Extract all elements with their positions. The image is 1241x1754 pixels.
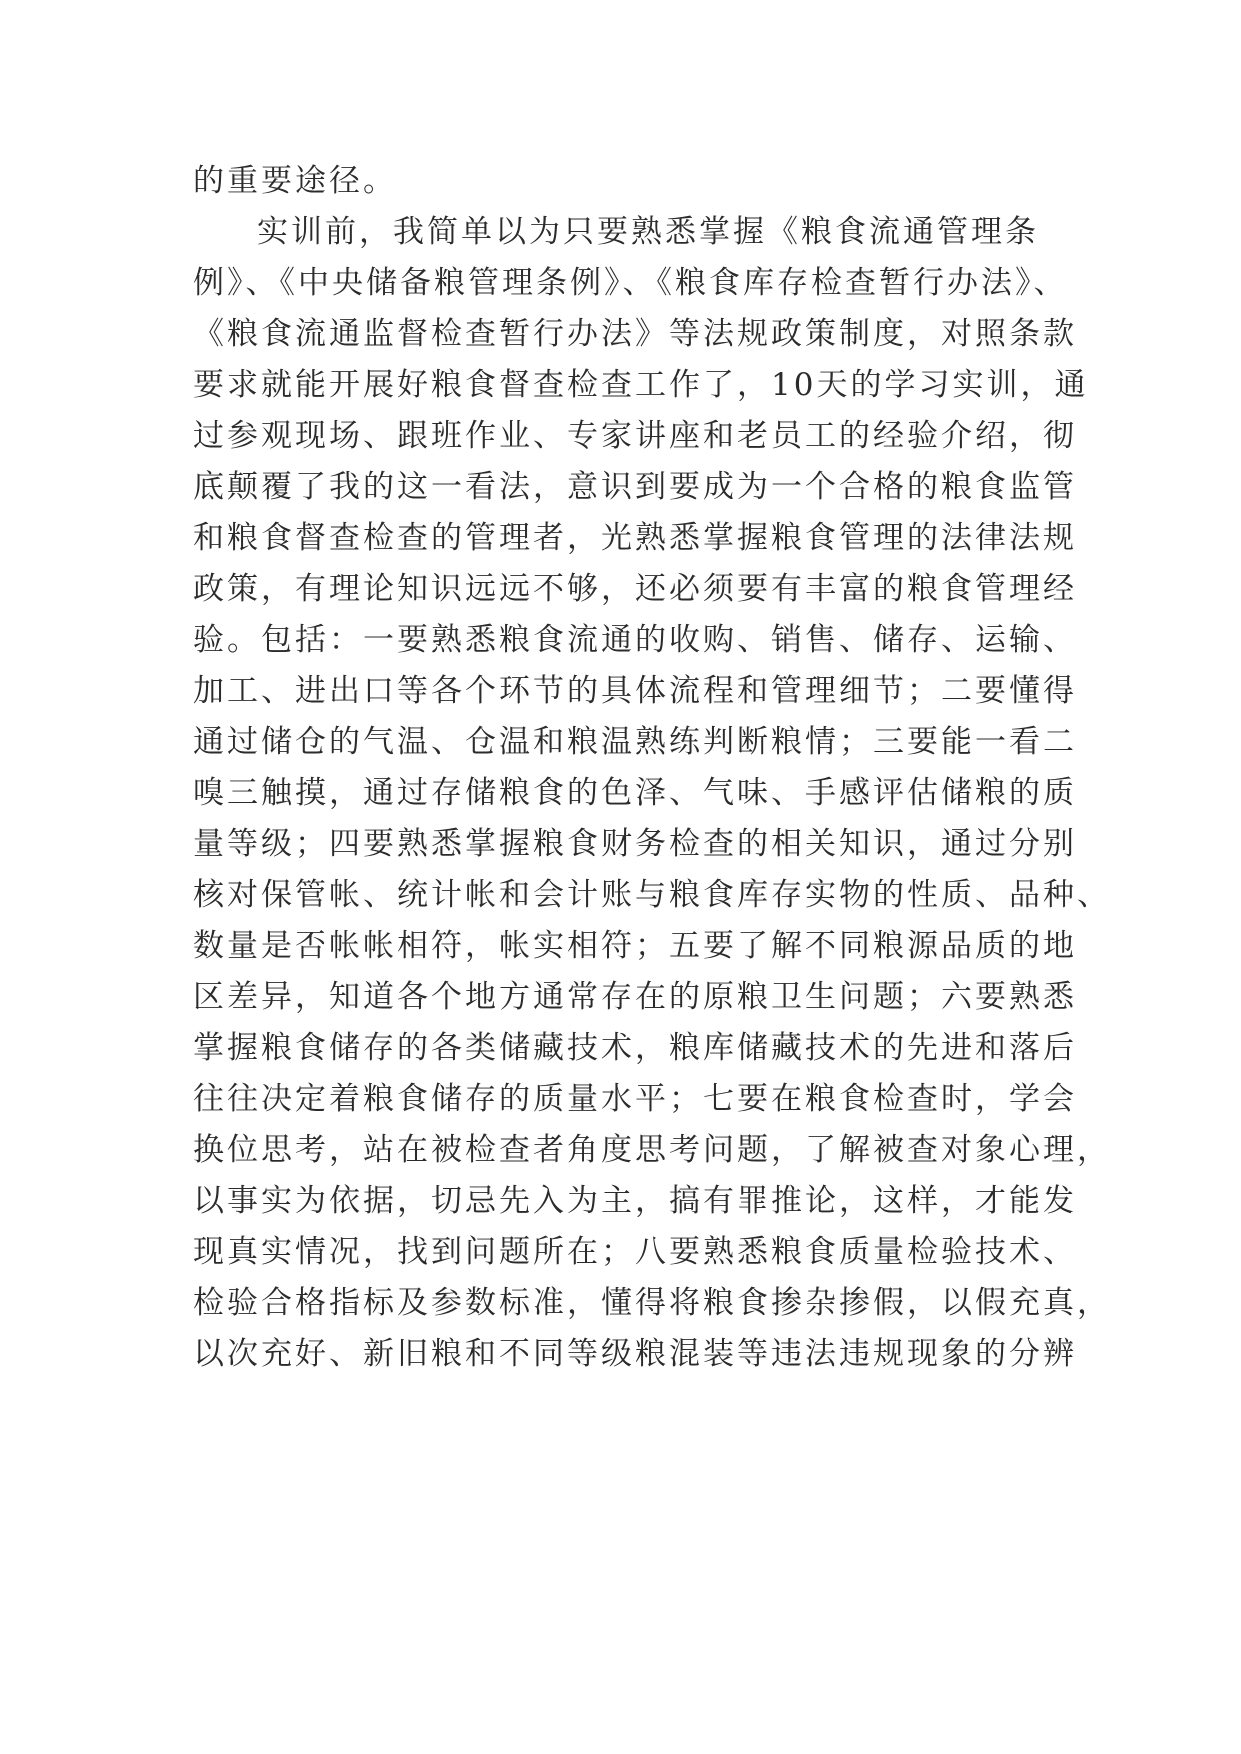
text-line: 数量是否帐帐相符，帐实相符；五要了解不同粮源品质的地 (193, 928, 1077, 964)
text-line: 过参观现场、跟班作业、专家讲座和老员工的经验介绍，彻 (193, 418, 1077, 454)
text-line: 实训前，我简单以为只要熟悉掌握《粮食流通管理条 (257, 214, 1039, 250)
text-line: 掌握粮食储存的各类储藏技术，粮库储藏技术的先进和落后 (193, 1030, 1077, 1066)
text-line: 要求就能开展好粮食督查检查工作了，10天的学习实训，通 (193, 367, 1089, 403)
text-line: 往往决定着粮食储存的质量水平；七要在粮食检查时，学会 (193, 1081, 1077, 1117)
text-line: 核对保管帐、统计帐和会计账与粮食库存实物的性质、品种、 (193, 877, 1111, 913)
text-line: 和粮食督查检查的管理者，光熟悉掌握粮食管理的法律法规 (193, 520, 1077, 556)
text-line: 验。包括：一要熟悉粮食流通的收购、销售、储存、运输、 (193, 622, 1077, 658)
text-line: 例》、《中央储备粮管理条例》、《粮食库存检查暂行办法》、 (193, 265, 1068, 301)
text-line: 以事实为依据，切忌先入为主，搞有罪推论，这样，才能发 (193, 1183, 1077, 1219)
text-line: 的重要途径。 (193, 163, 397, 199)
text-line: 嗅三触摸，通过存储粮食的色泽、气味、手感评估储粮的质 (193, 775, 1077, 811)
text-line: 《粮食流通监督检查暂行办法》等法规政策制度，对照条款 (193, 316, 1077, 352)
text-line: 现真实情况，找到问题所在；八要熟悉粮食质量检验技术、 (193, 1234, 1077, 1270)
text-line: 量等级；四要熟悉掌握粮食财务检查的相关知识，通过分别 (193, 826, 1077, 862)
text-line: 以次充好、新旧粮和不同等级粮混装等违法违规现象的分辨 (193, 1336, 1077, 1372)
text-line: 底颠覆了我的这一看法，意识到要成为一个合格的粮食监管 (193, 469, 1077, 505)
text-line: 区差异，知道各个地方通常存在的原粮卫生问题；六要熟悉 (193, 979, 1077, 1015)
text-line: 检验合格指标及参数标准，懂得将粮食掺杂掺假，以假充真， (193, 1285, 1111, 1321)
body-text (193, 156, 1111, 1380)
text-line: 通过储仓的气温、仓温和粮温熟练判断粮情；三要能一看二 (193, 724, 1077, 760)
text-line: 换位思考，站在被检查者角度思考问题，了解被查对象心理， (193, 1132, 1111, 1168)
text-line: 加工、进出口等各个环节的具体流程和管理细节；二要懂得 (193, 673, 1077, 709)
text-line: 政策，有理论知识远远不够，还必须要有丰富的粮食管理经 (193, 571, 1077, 607)
